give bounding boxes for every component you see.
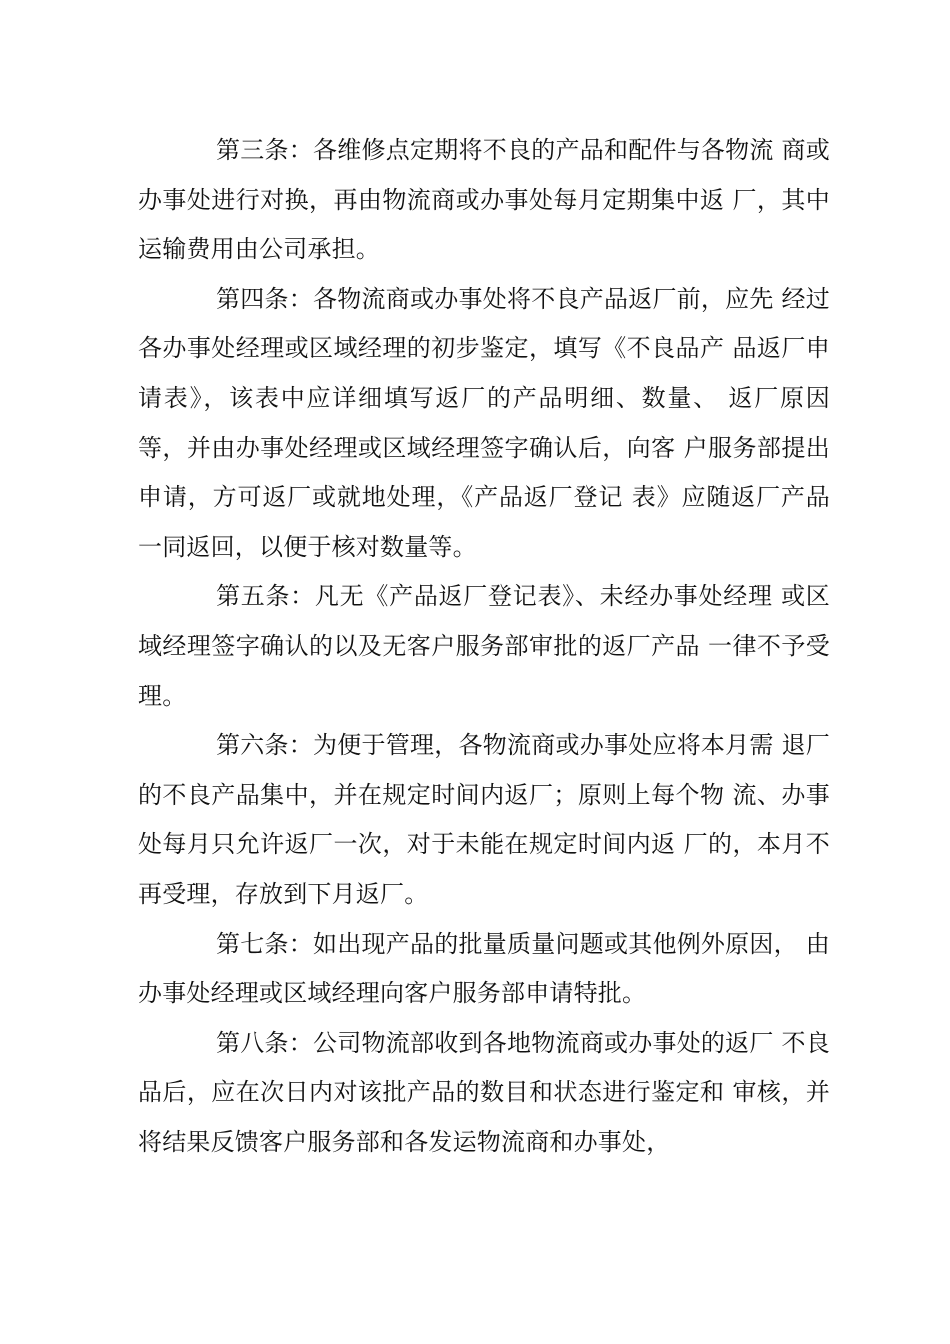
article-3-paragraph: 第三条：各维修点定期将不良的产品和配件与各物流 商或办事处进行对换，再由物流商或办事处每月定期集中返 厂，其中运输费用由公司承担。	[138, 136, 830, 264]
document-body	[138, 126, 830, 1167]
article-7-paragraph: 第七条：如出现产品的批量质量问题或其他例外原因， 由办事处经理或区域经理向客户服务部申请特批。	[138, 929, 830, 1008]
article-5-paragraph: 第五条：凡无《产品返厂登记表》、未经办事处经理 或区域经理签字确认的以及无客户服务部审批的返厂产品 一律不予受理。	[138, 582, 830, 710]
article-8-paragraph: 第八条：公司物流部收到各地物流商或办事处的返厂 不良品后，应在次日内对该批产品的数目和状态进行鉴定和 审核，并将结果反馈客户服务部和各发运物流商和办事处，	[138, 1028, 830, 1156]
article-6-paragraph: 第六条：为便于管理，各物流商或办事处应将本月需 退厂的不良产品集中，并在规定时间内返厂；原则上每个物 流、办事处每月只允许返厂一次，对于未能在规定时间内返 厂的，本月不再受理，存放到下月返厂。	[138, 731, 830, 908]
article-4-paragraph: 第四条：各物流商或办事处将不良产品返厂前，应先 经过各办事处经理或区域经理的初步鉴定，填写《不良品产 品返厂申请表》，该表中应详细填写返厂的产品明细、数量、 返厂原因等，并由办事处经理或区域经理签字确认后，向客 户服务部提出申请，方可返厂或就地处理，《产品返厂登记 表》应随返厂产品一同返回，以便于核对数量等。	[138, 284, 830, 561]
